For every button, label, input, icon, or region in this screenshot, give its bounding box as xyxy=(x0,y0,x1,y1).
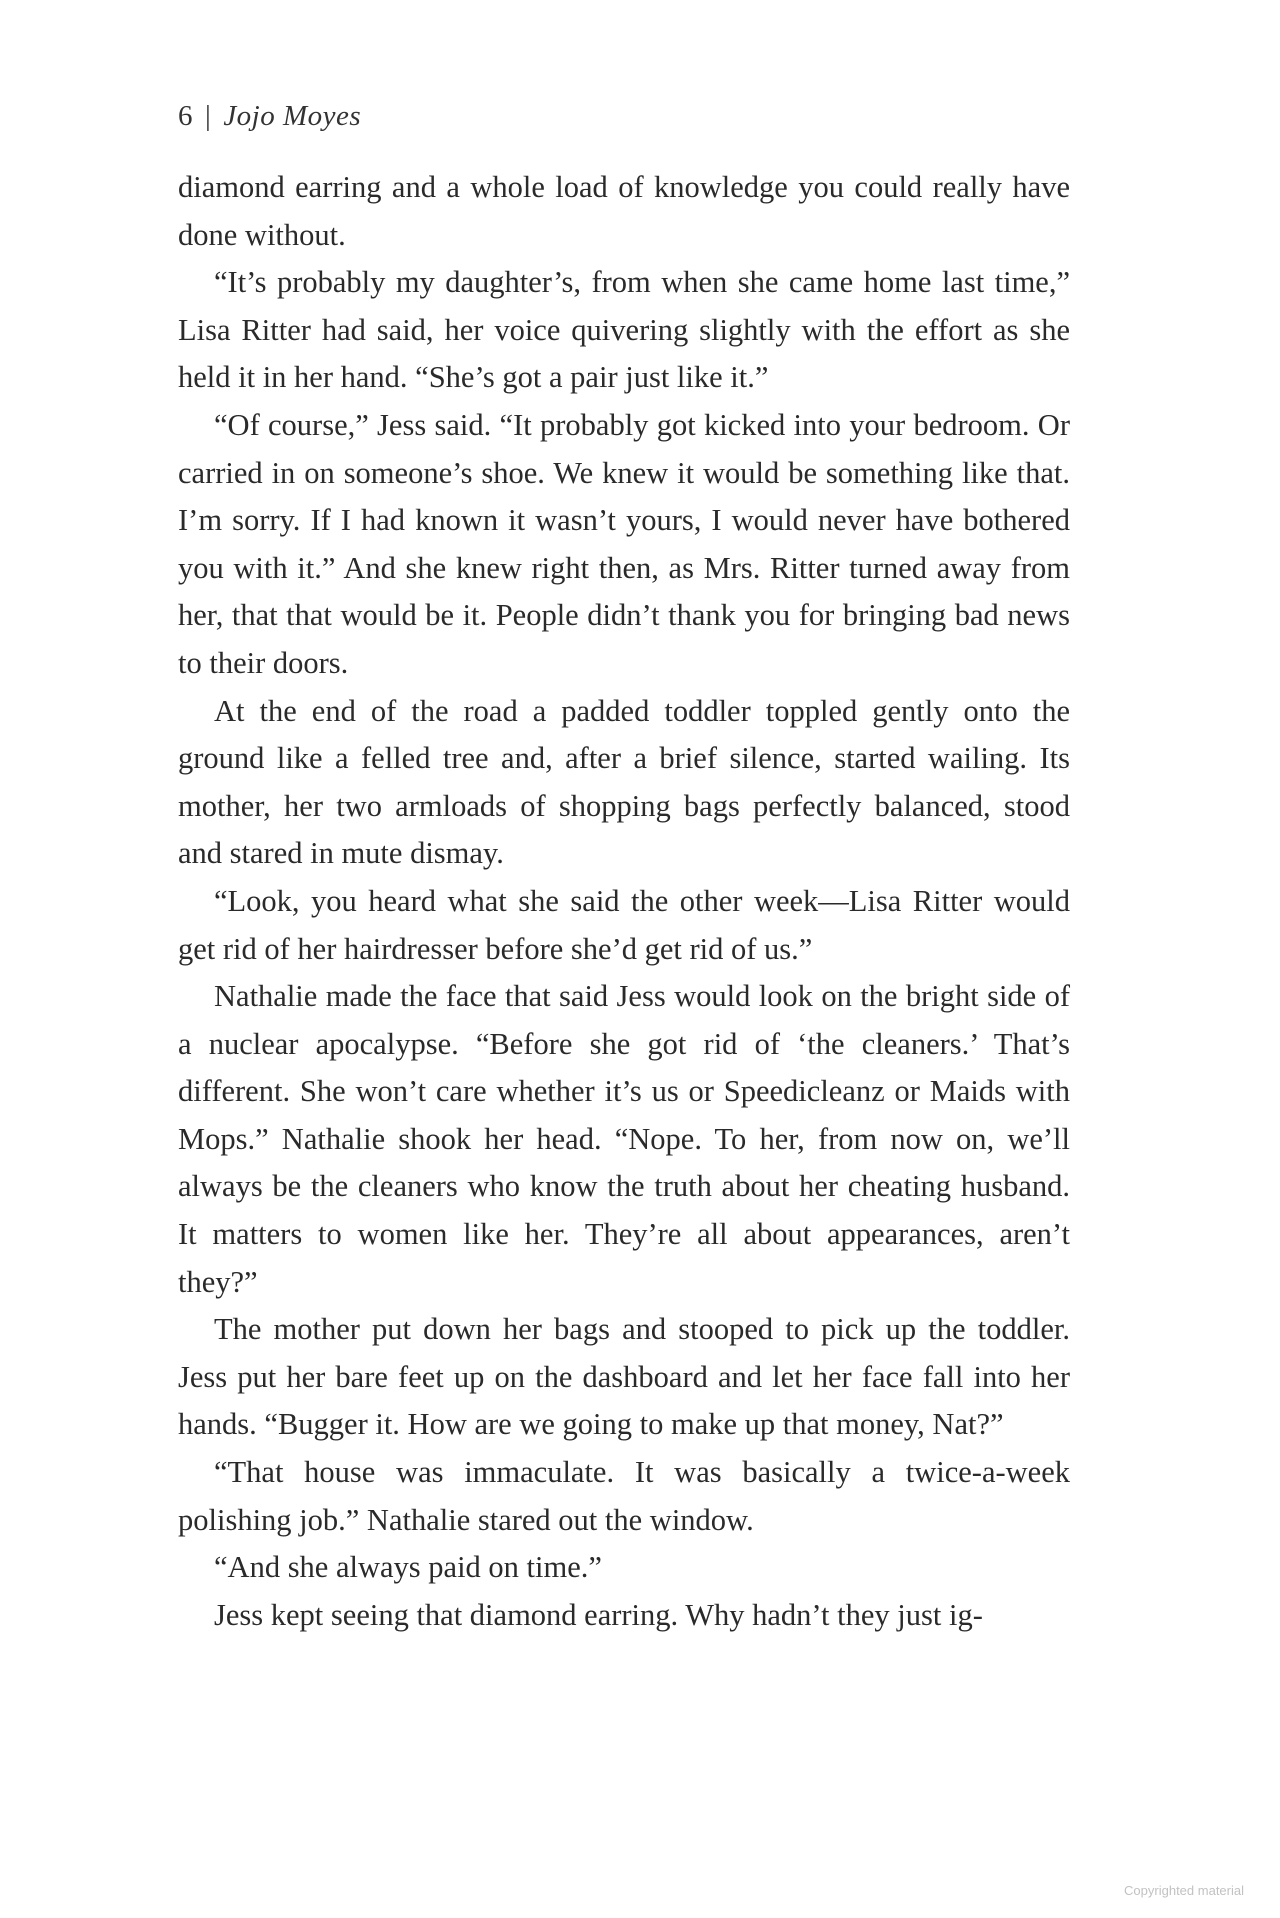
paragraph-3: “Of course,” Jess said. “It probably got kicked into your bedroom. Or carried in on someone’s shoe. We knew it would be something like that. I’m sorry. If I had known it wasn’t yours, I would never have bothered you with it.” And she knew right then, as Mrs. Ritter turned away from her, that that would be it. People didn’t thank you for bringing bad news to their doors. xyxy=(178,407,1070,680)
page-number: 6 xyxy=(178,100,193,132)
paragraph-4: At the end of the road a padded toddler toppled gently onto the ground like a felled tree and, after a brief silence, started wailing. Its mother, her two armloads of shopping bags perfectly balanced, stood and stared in mute dismay. xyxy=(178,693,1070,871)
paragraph-9: “And she always paid on time.” xyxy=(214,1550,602,1585)
body-text xyxy=(178,164,1070,1639)
paragraph-1: diamond earring and a whole load of knowledge you could really have done without. xyxy=(178,170,1070,252)
paragraph-2: “It’s probably my daughter’s, from when she came home last time,” Lisa Ritter had said, her voice quivering slightly with the effort as she held it in her hand. “She’s got a pair just like it.” xyxy=(178,265,1070,395)
running-head-author: Jojo Moyes xyxy=(223,100,362,132)
running-head xyxy=(178,100,361,133)
copyright-watermark: Copyrighted material xyxy=(1124,1883,1244,1898)
paragraph-7: The mother put down her bags and stooped to pick up the toddler. Jess put her bare feet up on the dashboard and let her face fall into her hands. “Bugger it. How are we going to make up that money, Nat?” xyxy=(178,1312,1070,1442)
paragraph-6: Nathalie made the face that said Jess would look on the bright side of a nuclear apocalypse. “Before she got rid of ‘the cleaners.’ That’s different. She won’t care whether it’s us or Speedicleanz or Maids with Mops.” Nathalie shook her head. “Nope. To her, from now on, we’ll always be the cleaners who know the truth about her cheating husband. It matters to women like her. They’re all about appearances, aren’t they?” xyxy=(178,979,1070,1299)
paragraph-8: “That house was immaculate. It was basically a twice-a-week polishing job.” Nathalie stared out the window. xyxy=(178,1455,1070,1537)
paragraph-5: “Look, you heard what she said the other week—Lisa Ritter would get rid of her hairdresser before she’d get rid of us.” xyxy=(178,883,1070,966)
running-head-separator: | xyxy=(205,100,212,132)
paragraph-10: Jess kept seeing that diamond earring. Why hadn’t they just ig- xyxy=(214,1597,983,1632)
